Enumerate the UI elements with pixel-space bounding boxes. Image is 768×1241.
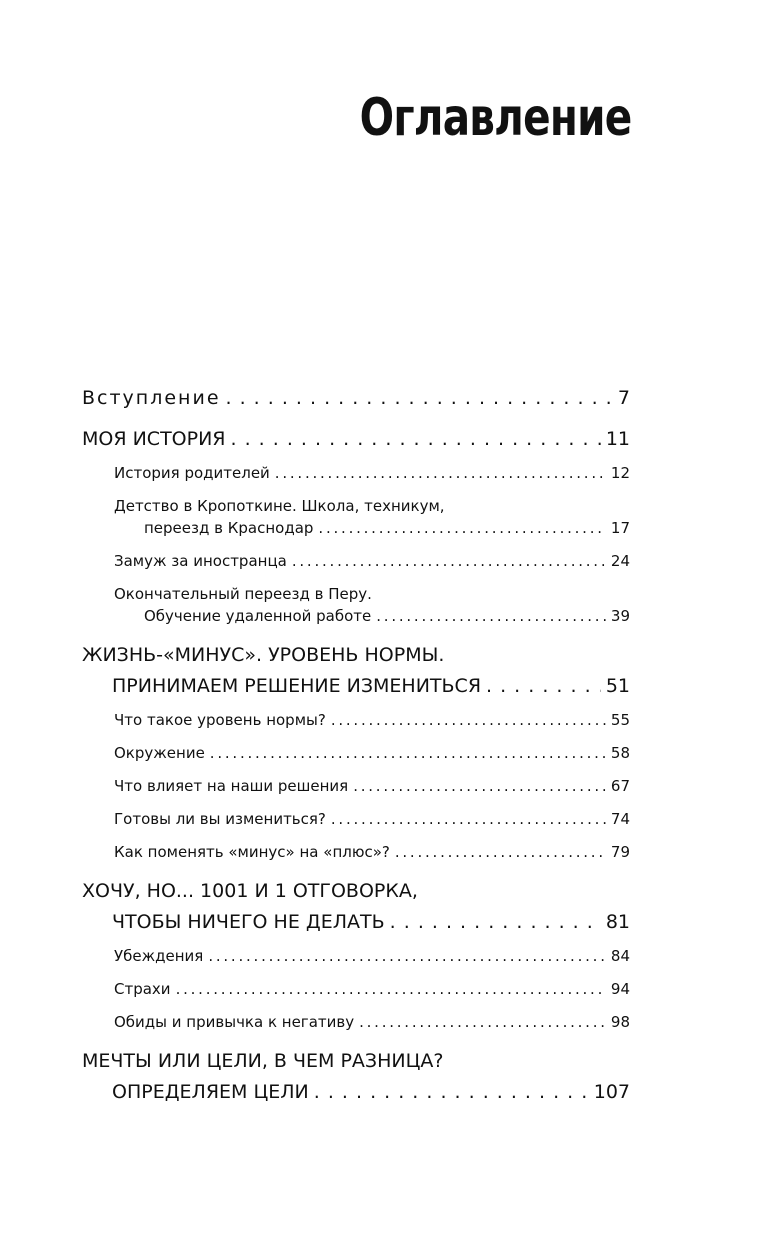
toc-line <box>114 584 630 605</box>
toc-line <box>114 776 630 797</box>
toc-page-number: 84 <box>610 947 630 965</box>
toc-section[interactable] <box>82 809 630 830</box>
toc-line <box>82 425 630 454</box>
dot-leader <box>210 743 606 764</box>
toc-section[interactable] <box>82 842 630 863</box>
toc-page-number: 94 <box>610 980 630 998</box>
toc-page-number: 11 <box>605 428 630 450</box>
toc-line <box>82 1078 630 1107</box>
toc-chapter-title: ЧТОБЫ НИЧЕГО НЕ ДЕЛАТЬ <box>112 911 385 933</box>
toc-chapter[interactable] <box>82 1047 630 1107</box>
toc-section[interactable] <box>82 979 630 1000</box>
toc-section[interactable] <box>82 776 630 797</box>
table-of-contents <box>82 384 630 1107</box>
dot-leader <box>486 672 601 701</box>
toc-page-number: 24 <box>610 552 630 570</box>
dot-leader <box>275 463 606 484</box>
toc-page-number: 98 <box>610 1013 630 1031</box>
toc-chapter[interactable] <box>82 425 630 454</box>
dot-leader <box>353 776 606 797</box>
toc-page-number: 17 <box>610 519 630 537</box>
toc-page-number: 67 <box>610 777 630 795</box>
toc-page-number: 81 <box>605 911 630 933</box>
toc-chapter-title: МОЯ ИСТОРИЯ <box>82 428 226 450</box>
toc-section-title: переезд в Краснодар <box>144 519 314 537</box>
dot-leader <box>376 606 606 627</box>
toc-line <box>114 946 630 967</box>
page-title: Оглавление <box>359 88 631 148</box>
toc-chapter-title: ЖИЗНЬ-«МИНУС». УРОВЕНЬ НОРМЫ. <box>82 644 445 666</box>
toc-chapter-title: ХОЧУ, НО... 1001 И 1 ОТГОВОРКА, <box>82 880 418 902</box>
toc-section[interactable] <box>82 710 630 731</box>
dot-leader <box>292 551 606 572</box>
dot-leader <box>208 946 606 967</box>
toc-entry-title: Вступление <box>82 387 221 409</box>
toc-line <box>114 551 630 572</box>
dot-leader <box>231 425 601 454</box>
toc-page-number: 74 <box>610 810 630 828</box>
toc-chapter[interactable] <box>82 877 630 937</box>
toc-line <box>114 809 630 830</box>
toc-page-number: 58 <box>610 744 630 762</box>
toc-section-title: Убеждения <box>114 947 204 965</box>
toc-section-title: Детство в Кропоткине. Школа, техникум, <box>114 497 445 515</box>
toc-section-title: Страхи <box>114 980 171 998</box>
toc-section[interactable] <box>82 584 630 627</box>
toc-section[interactable] <box>82 496 630 539</box>
toc-section-title: Обиды и привычка к негативу <box>114 1013 355 1031</box>
toc-section[interactable] <box>82 946 630 967</box>
toc-chapter-title: МЕЧТЫ ИЛИ ЦЕЛИ, В ЧЕМ РАЗНИЦА? <box>82 1050 444 1072</box>
toc-section-title: Обучение удаленной работе <box>144 607 372 625</box>
toc-line <box>114 463 630 484</box>
toc-line <box>114 606 630 627</box>
toc-line <box>82 1047 630 1076</box>
toc-line <box>114 496 630 517</box>
toc-chapter-title: ОПРЕДЕЛЯЕМ ЦЕЛИ <box>112 1081 309 1103</box>
toc-page-number: 7 <box>617 387 630 409</box>
dot-leader <box>314 1078 589 1107</box>
dot-leader <box>176 979 606 1000</box>
toc-page-number: 12 <box>610 464 630 482</box>
toc-line <box>114 743 630 764</box>
toc-line <box>82 908 630 937</box>
toc-line <box>114 518 630 539</box>
toc-line <box>114 979 630 1000</box>
toc-section[interactable] <box>82 1012 630 1033</box>
dot-leader <box>395 842 606 863</box>
toc-line <box>82 384 630 413</box>
toc-section[interactable] <box>82 463 630 484</box>
toc-chapter-title: ПРИНИМАЕМ РЕШЕНИЕ ИЗМЕНИТЬСЯ <box>112 675 482 697</box>
toc-page-number: 39 <box>610 607 630 625</box>
toc-section-title: Окончательный переезд в Перу. <box>114 585 372 603</box>
toc-section-title: Что такое уровень нормы? <box>114 711 326 729</box>
toc-line <box>114 842 630 863</box>
toc-line <box>114 710 630 731</box>
toc-page-number: 51 <box>605 675 630 697</box>
dot-leader <box>226 384 613 413</box>
toc-section-title: Что влияет на наши решения <box>114 777 349 795</box>
toc-section[interactable] <box>82 551 630 572</box>
dot-leader <box>331 809 606 830</box>
dot-leader <box>331 710 606 731</box>
toc-entry-intro[interactable] <box>82 384 630 413</box>
toc-section-title: История родителей <box>114 464 270 482</box>
toc-line <box>82 672 630 701</box>
toc-line <box>114 1012 630 1033</box>
toc-page-number: 107 <box>593 1081 630 1103</box>
toc-section[interactable] <box>82 743 630 764</box>
toc-line <box>82 641 630 670</box>
dot-leader <box>359 1012 606 1033</box>
toc-page-number: 79 <box>610 843 630 861</box>
toc-chapter[interactable] <box>82 641 630 701</box>
toc-section-title: Окружение <box>114 744 205 762</box>
toc-section-title: Как поменять «минус» на «плюс»? <box>114 843 390 861</box>
dot-leader <box>390 908 601 937</box>
toc-line <box>82 877 630 906</box>
dot-leader <box>318 518 605 539</box>
toc-page-number: 55 <box>610 711 630 729</box>
toc-section-title: Готовы ли вы измениться? <box>114 810 326 828</box>
toc-section-title: Замуж за иностранца <box>114 552 287 570</box>
